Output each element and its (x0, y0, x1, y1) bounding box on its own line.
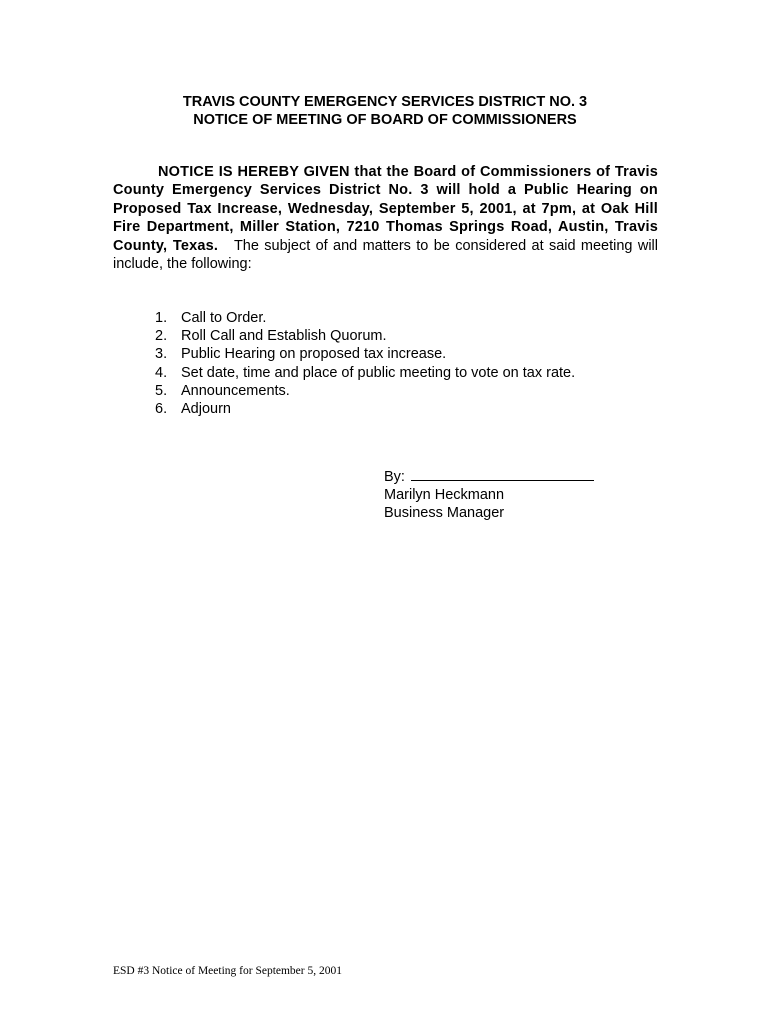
document-title: TRAVIS COUNTY EMERGENCY SERVICES DISTRICT NO. 3 (182, 94, 588, 110)
agenda-item-text: Announcements. (181, 382, 290, 399)
agenda-item-number: 4. (155, 364, 168, 381)
agenda-item-text: Call to Order. (181, 310, 267, 326)
agenda-item-number: 3. (155, 346, 168, 363)
signature-name: Marilyn Heckmann (384, 487, 505, 504)
agenda-item-text: Adjourn (181, 401, 231, 418)
document-subtitle: NOTICE OF MEETING OF BOARD OF COMMISSIONERS (193, 112, 577, 128)
agenda-item-text: Roll Call and Establish Quorum. (181, 328, 387, 345)
signature-by-row (384, 468, 594, 486)
list-item (155, 400, 575, 418)
signature-block (384, 468, 594, 523)
notice-paragraph (113, 163, 658, 273)
agenda-item-text: Set date, time and place of public meeting to vote on tax rate. (181, 364, 576, 381)
agenda-item-number: 6. (155, 401, 168, 418)
notice-bold-text: NOTICE IS HEREBY GIVEN that the Board of Commissioners of Travis County Emergency Services District No. 3 will hold a Public Hearing on Proposed Tax Increase, Wednesday, September 5, 2001, at 7pm, at Oak Hill Fire Department, Miller Station, 7210 Thomas Springs Road, Austin, Travis County, Texas. (113, 164, 658, 254)
list-item (155, 345, 575, 363)
notice-normal-text: The subject of and matters to be considered at said meeting will include, the following: (113, 237, 658, 273)
signature-by-label: By: (384, 469, 405, 485)
list-item (155, 309, 575, 327)
list-item (155, 382, 575, 400)
agenda-item-number: 5. (155, 382, 168, 399)
agenda-list (155, 309, 575, 418)
agenda-item-text: Public Hearing on proposed tax increase. (181, 346, 447, 363)
agenda-item-number: 1. (155, 310, 168, 326)
list-item (155, 327, 575, 345)
signature-title: Business Manager (384, 505, 505, 522)
signature-line (411, 468, 594, 481)
page-footer: ESD #3 Notice of Meeting for September 5, 2001 (113, 965, 342, 977)
list-item (155, 364, 575, 382)
agenda-item-number: 2. (155, 328, 168, 345)
